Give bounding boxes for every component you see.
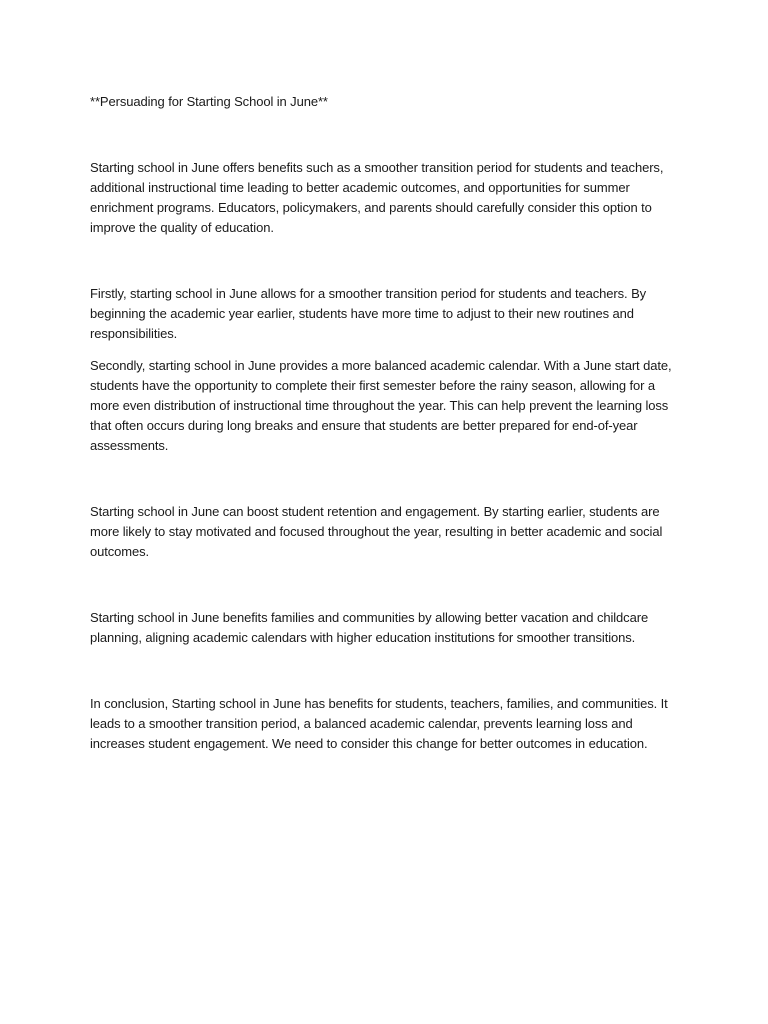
paragraph-balanced-calendar: Secondly, starting school in June provides a more balanced academic calendar. With a June start date, students have the opportunity to complete their first semester before the rainy season, allowing for a more even distribution of instructional time throughout the year. This can help prevent the learning loss that often occurs during long breaks and ensure that students are better prepared for end-of-year assessments.	[90, 358, 672, 453]
paragraph-conclusion: In conclusion, Starting school in June has benefits for students, teachers, families, and communities. It leads to a smoother transition period, a balanced academic calendar, prevents learning loss and increases student engagement. We need to consider this change for better outcomes in education.	[90, 696, 668, 751]
paragraph-retention: Starting school in June can boost student retention and engagement. By starting earlier, students are more likely to stay motivated and focused throughout the year, resulting in better academic and social outcomes.	[90, 504, 663, 559]
paragraph-families: Starting school in June benefits families and communities by allowing better vacation and childcare planning, aligning academic calendars with higher education institutions for smoother transitions.	[90, 610, 649, 645]
paragraph-introduction: Starting school in June offers benefits such as a smoother transition period for students and teachers, additional instructional time leading to better academic outcomes, and opportunities for summer enrichment programs. Educators, policymakers, and parents should carefully consider this option to improve the quality of education.	[90, 160, 664, 235]
document-title: **Persuading for Starting School in June**	[90, 94, 328, 109]
paragraph-transition: Firstly, starting school in June allows for a smoother transition period for students and teachers. By beginning the academic year earlier, students have more time to adjust to their new routines and responsibilities.	[90, 286, 647, 341]
